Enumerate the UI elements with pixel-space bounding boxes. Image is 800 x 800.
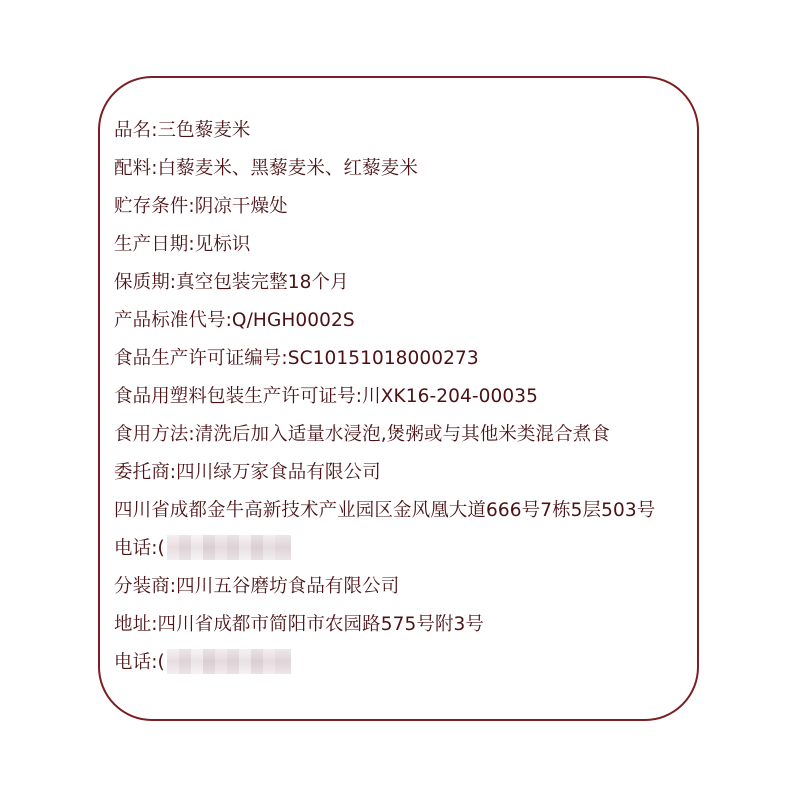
ingredients-line [114,154,655,192]
packer-address-text: 地址:四川省成都市简阳市农园路575号附3号 [114,614,485,635]
commissioner-line [114,458,655,496]
usage-line [114,420,655,458]
packer-phone-line [114,648,655,686]
shelf-life-text: 保质期:真空包装完整18个月 [114,272,349,293]
packer-address-line [114,610,655,648]
food-license-text: 食品生产许可证编号:SC10151018000273 [114,348,479,369]
storage-line [114,192,655,230]
storage-text: 贮存条件:阴凉干燥处 [114,196,288,217]
product-name-line [114,116,655,154]
production-date-text: 生产日期:见标识 [114,234,251,255]
label-text-block [114,116,655,686]
packer-phone-label: 电话:( [114,652,165,673]
packer-text: 分装商:四川五谷磨坊食品有限公司 [114,576,400,597]
commissioner-text: 委托商:四川绿万家食品有限公司 [114,462,381,483]
ingredients-text: 配料:白藜麦米、黑藜麦米、红藜麦米 [114,158,418,179]
food-license-line [114,344,655,382]
packaging-license-line [114,382,655,420]
standard-code-line [114,306,655,344]
packaging-license-text: 食品用塑料包装生产许可证号:川XK16-204-00035 [114,386,538,407]
commissioner-address-line [114,496,655,534]
shelf-life-line [114,268,655,306]
product-name-text: 品名:三色藜麦米 [114,120,251,141]
redacted-phone-blur [167,535,291,560]
production-date-line [114,230,655,268]
commissioner-phone-label: 电话:( [114,538,165,559]
commissioner-phone-line [114,534,655,572]
packer-line [114,572,655,610]
standard-code-text: 产品标准代号:Q/HGH0002S [114,310,355,331]
redacted-phone-blur [167,649,291,674]
usage-text: 食用方法:清洗后加入适量水浸泡,煲粥或与其他米类混合煮食 [114,424,610,445]
commissioner-address-text: 四川省成都金牛高新技术产业园区金风凰大道666号7栋5层503号 [114,500,656,521]
